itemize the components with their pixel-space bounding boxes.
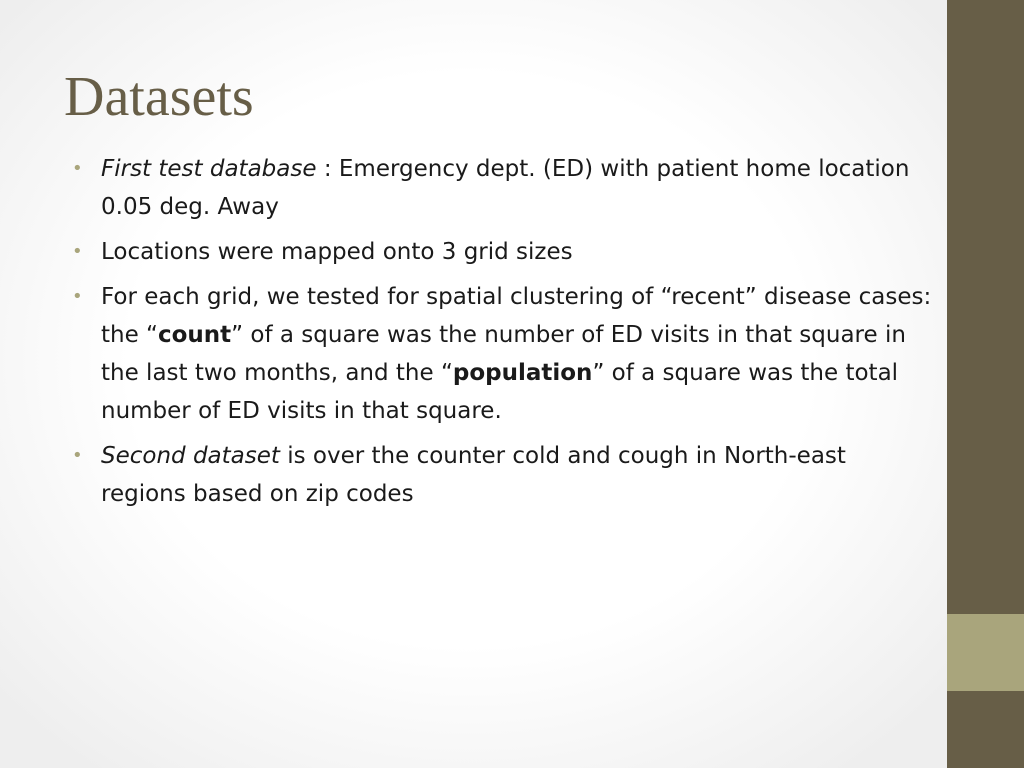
bullet-text: For each grid, we tested for spatial clustering of “recent” disease cases: the “ [101, 284, 932, 348]
bullet-text: : Emergency dept. (ED) with patient home location 0.05 deg. Away [101, 156, 910, 220]
bullet-item [72, 437, 934, 513]
bullet-item [72, 233, 934, 271]
bullet-text: ” of a square was the total number of ED visits in that square. [101, 360, 899, 424]
bullet-dot-icon: • [72, 445, 83, 466]
bullet-text: is over the counter cold and cough in North-east regions based on zip codes [101, 443, 846, 507]
bullet-item [72, 150, 934, 226]
bullet-item [72, 278, 934, 430]
bullet-list [72, 150, 934, 520]
bullet-text: Locations were mapped onto 3 grid sizes [101, 239, 573, 265]
sidebar-accent-block [947, 614, 1024, 691]
bullet-dot-icon: • [72, 241, 83, 262]
bullet-dot-icon: • [72, 158, 83, 179]
bullet-dot-icon: • [72, 286, 83, 307]
bullet-bold-count: count [157, 322, 232, 348]
bullet-emphasis: First test database [101, 156, 317, 182]
bullet-text: ” of a square was the number of ED visits in that square in the last two months, and the “ [101, 322, 906, 386]
bullet-bold-population: population [452, 360, 593, 386]
slide-title: Datasets [64, 66, 254, 128]
bullet-emphasis: Second dataset [101, 443, 280, 469]
